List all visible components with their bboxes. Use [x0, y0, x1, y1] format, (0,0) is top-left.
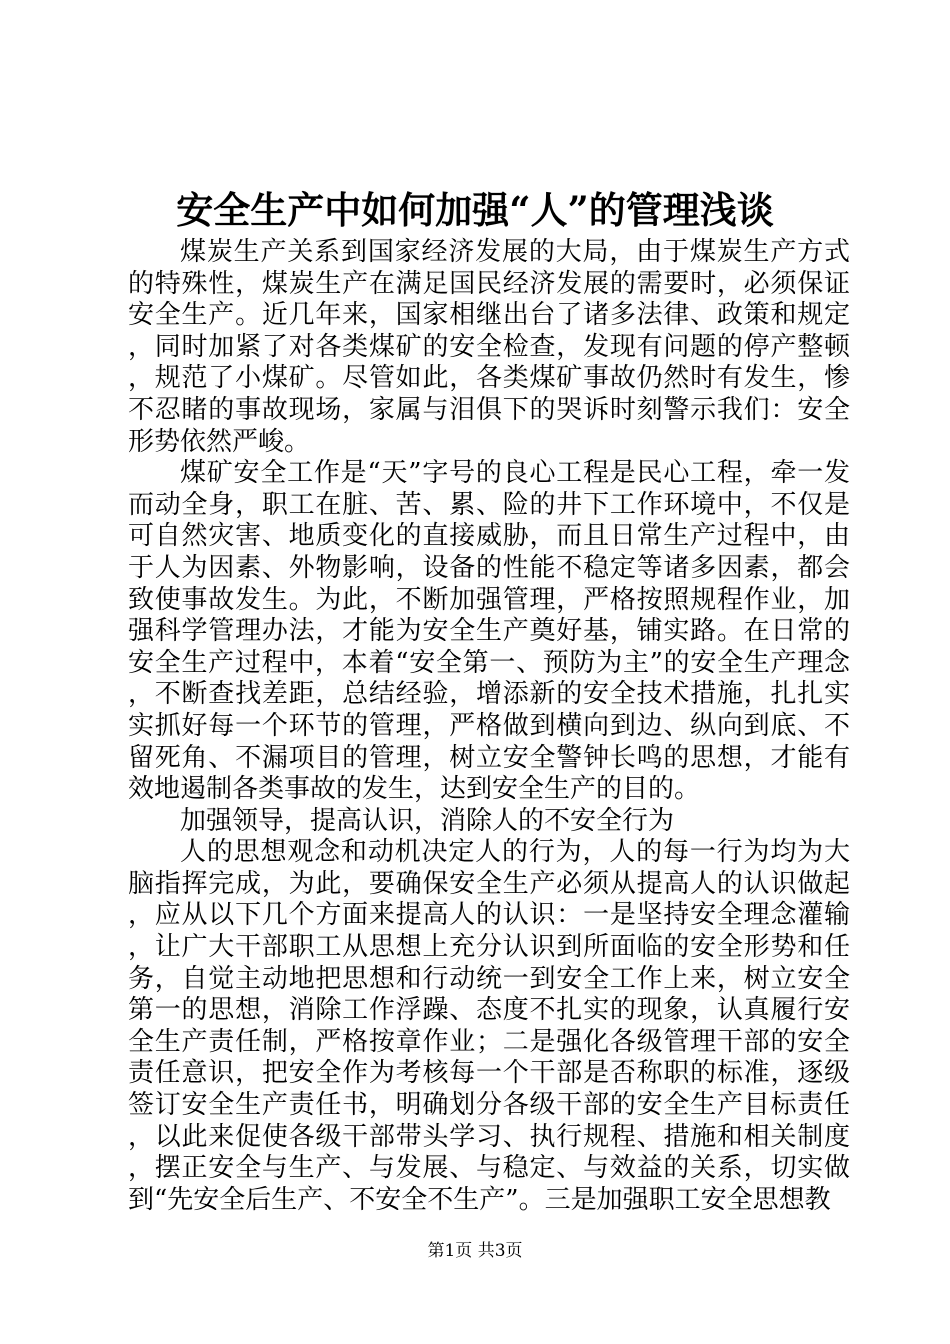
document-body: [128, 237, 850, 1216]
paragraph-awareness: 人的思想观念和动机决定人的行为，人的每一行为均为大脑指挥完成，为此，要确保安全生产必须从提高人的认识做起，应从以下几个方面来提高人的认识：一是坚持安全理念灌输，让广大干部职工从思想上充分认识到所面临的安全形势和任务，自觉主动地把思想和行动统一到安全工作上来，树立安全第一的思想，消除工作浮躁、态度不扎实的现象，认真履行安全生产责任制，严格按章作业；二是强化各级管理干部的安全责任意识，把安全作为考核每一个干部是否称职的标准，逐级签订安全生产责任书，明确划分各级干部的安全生产目标责任，以此来促使各级干部带头学习、执行规程、措施和相关制度，摆正安全与生产、与发展、与稳定、与效益的关系，切实做到“先安全后生产、不安全不生产”。三是加强职工安全思想教: [128, 837, 850, 1215]
paragraph-intro: 煤炭生产关系到国家经济发展的大局，由于煤炭生产方式的特殊性，煤炭生产在满足国民经济发展的需要时，必须保证安全生产。近几年来，国家相继出台了诸多法律、政策和规定，同时加紧了对各类煤矿的安全检查，发现有问题的停产整顿，规范了小煤矿。尽管如此，各类煤矿事故仍然时有发生，惨不忍睹的事故现场，家属与泪俱下的哭诉时刻警示我们：安全形势依然严峻。: [128, 237, 850, 457]
page-number-footer: 第1页 共3页: [427, 1241, 523, 1261]
paragraph-safety-work: 煤矿安全工作是“天”字号的良心工程是民心工程，牵一发而动全身，职工在脏、苦、累、险的井下工作环境中，不仅是可自然灾害、地质变化的直接威胁，而且日常生产过程中，由于人为因素、外物影响，设备的性能不稳定等诸多因素，都会致使事故发生。为此，不断加强管理，严格按照规程作业，加强科学管理办法，才能为安全生产奠好基，铺实路。在日常的安全生产过程中，本着“安全第一、预防为主”的安全生产理念，不断查找差距，总结经验，增添新的安全技术措施，扎扎实实抓好每一个环节的管理，严格做到横向到边、纵向到底、不留死角、不漏项目的管理，树立安全警钟长鸣的思想，才能有效地遏制各类事故的发生，达到安全生产的目的。: [128, 458, 850, 805]
section-heading: 加强领导，提高认识，消除人的不安全行为: [180, 805, 675, 836]
document-title: 安全生产中如何加强“人”的管理浅谈: [176, 188, 774, 232]
